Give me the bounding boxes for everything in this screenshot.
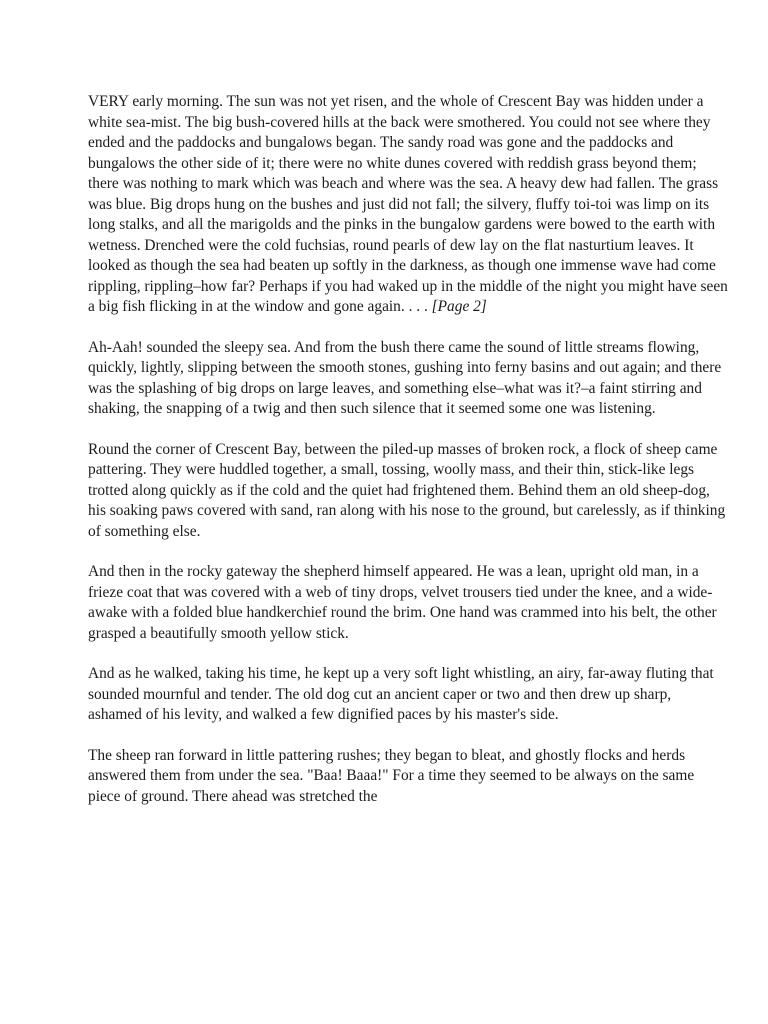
document-page bbox=[88, 92, 728, 827]
paragraph-5: And as he walked, taking his time, he kept up a very soft light whistling, an airy, far-away fluting that sounded mournful and tender. The old dog cut an ancient caper or two and then drew up sharp, ashamed of his levity, and walked a few dignified paces by his master's side. bbox=[88, 665, 714, 723]
paragraph-1 bbox=[88, 92, 728, 318]
paragraph-3: Round the corner of Crescent Bay, between the piled-up masses of broken rock, a flock of sheep came pattering. They were huddled together, a small, tossing, woolly mass, and their thin, stick-like legs trotted along quickly as if the cold and the quiet had frightened them. Behind them an old sheep-dog, his soaking paws covered with sand, ran along with his nose to the ground, but carelessly, as if thinking of something else. bbox=[88, 440, 726, 540]
page-reference: [Page 2] bbox=[431, 298, 487, 315]
paragraph-6: The sheep ran forward in little pattering rushes; they began to bleat, and ghostly flocks and herds answered them from under the sea. "Baa! Baaa!" For a time they seemed to be always on the same piece of ground. There ahead was stretched the bbox=[88, 746, 695, 805]
paragraph-4: And then in the rocky gateway the shepherd himself appeared. He was a lean, upright old man, in a frieze coat that was covered with a web of tiny drops, velvet trousers tied under the knee, and a wide-awake with a folded blue handkerchief round the brim. One hand was crammed into his belt, the other grasped a beautifully smooth yellow stick. bbox=[88, 563, 717, 642]
paragraph-1-text: VERY early morning. The sun was not yet risen, and the whole of Crescent Bay was hidden under a white sea-mist. The big bush-covered hills at the back were smothered. You could not see where they ended and the paddocks and bungalows began. The sandy road was gone and the paddocks and bungalows the other side of it; there were no white dunes covered with reddish grass beyond them; there was nothing to mark which was beach and where was the sea. A heavy dew had fallen. The grass was blue. Big drops hung on the bushes and just did not fall; the silvery, fluffy toi-toi was limp on its long stalks, and all the marigolds and the pinks in the bungalow gardens were bowed to the earth with wetness. Drenched were the cold fuchsias, round pearls of dew lay on the flat nasturtium leaves. It looked as though the sea had beaten up softly in the darkness, as though one immense wave had come rippling, rippling–how far? Perhaps if you had waked up in the middle of the night you might have seen a big fish flicking in at the window and gone again. . . . bbox=[88, 93, 728, 315]
paragraph-2: Ah-Aah! sounded the sleepy sea. And from the bush there came the sound of little streams flowing, quickly, lightly, slipping between the smooth stones, gushing into ferny basins and out again; and there was the splashing of big drops on large leaves, and something else–what was it?–a faint stirring and shaking, the snapping of a twig and then such silence that it seemed some one was listening. bbox=[88, 338, 722, 417]
